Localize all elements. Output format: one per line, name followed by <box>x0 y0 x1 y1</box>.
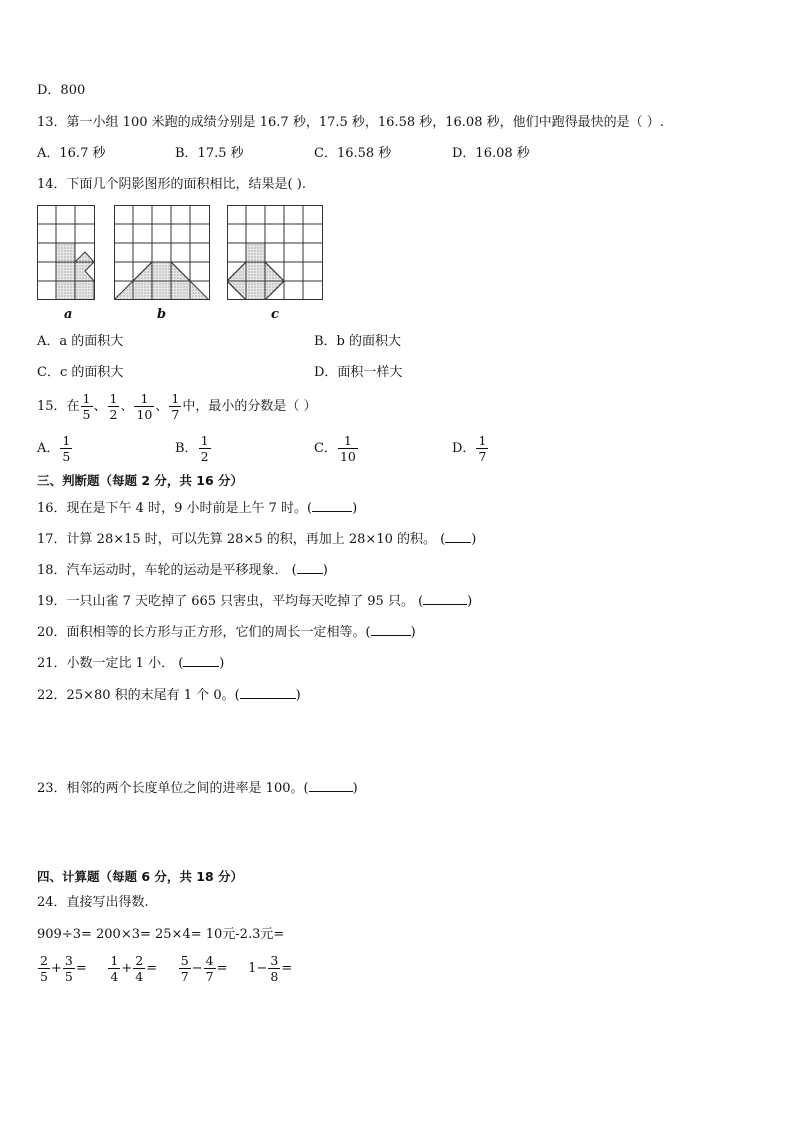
q15-option-b-fraction <box>199 433 211 464</box>
q15-option-d <box>452 432 489 466</box>
close-paren: ) <box>219 656 225 671</box>
statement-text: 18．汽车运动时，车轮的运动是平移现象． ( <box>37 563 297 578</box>
numerator: 3 <box>64 953 73 968</box>
grid-a-svg <box>37 205 97 300</box>
answer-blank[interactable] <box>371 623 411 636</box>
q15-question <box>37 390 317 424</box>
whole-number: 1 <box>248 961 257 976</box>
statement-text: 19．一只山雀 7 天吃掉了 665 只害虫，平均每天吃掉了 95 只。 ( <box>37 594 424 609</box>
q16-statement <box>37 499 357 518</box>
denominator: 7 <box>205 969 214 984</box>
grid-label-a: a <box>64 307 73 322</box>
q15-option-a <box>37 432 73 466</box>
q13-option-d: D．16.08 秒 <box>452 146 530 161</box>
q15-option-d-fraction <box>476 433 488 464</box>
answer-blank[interactable] <box>297 561 323 574</box>
q21-statement <box>37 654 224 673</box>
denominator: 7 <box>478 449 487 464</box>
denominator: 10 <box>136 407 153 422</box>
section-heading-judgment: 三、判断题（每题 2 分，共 16 分） <box>37 473 244 488</box>
grid-label-c: c <box>271 307 279 322</box>
answer-blank[interactable] <box>309 779 353 792</box>
equals-sign: = <box>75 961 87 976</box>
q17-statement <box>37 530 476 549</box>
answer-blank[interactable] <box>445 530 471 543</box>
numerator: 1 <box>110 953 119 968</box>
denominator: 7 <box>180 969 189 984</box>
numerator: 1 <box>62 433 71 448</box>
denominator: 10 <box>339 449 356 464</box>
denominator: 2 <box>200 449 209 464</box>
numerator: 2 <box>40 953 48 968</box>
numerator: 1 <box>109 391 118 406</box>
fraction <box>268 953 280 984</box>
close-paren: ) <box>295 688 301 703</box>
statement-text: 20．面积相等的长方形与正方形，它们的周长一定相等。( <box>37 625 371 640</box>
denominator: 4 <box>135 969 144 984</box>
q15-fraction-2 <box>108 391 120 422</box>
fraction <box>108 953 120 984</box>
operator: − <box>256 961 268 976</box>
q15-option-c-fraction <box>338 433 358 464</box>
numerator: 1 <box>171 391 180 406</box>
numerator: 1 <box>478 433 487 448</box>
grid-figure-b <box>114 205 211 304</box>
q23-statement <box>37 779 358 798</box>
q15-option-b <box>175 432 212 466</box>
section-heading-calculation: 四、计算题（每题 6 分，共 18 分） <box>37 869 244 884</box>
fraction <box>133 953 145 984</box>
expr-3 <box>178 953 228 984</box>
answer-blank[interactable] <box>183 654 219 667</box>
denominator: 5 <box>82 407 91 422</box>
grid-label-b: b <box>157 307 167 322</box>
statement-text: 21．小数一定比 1 小． ( <box>37 656 184 671</box>
numerator: 1 <box>82 391 91 406</box>
close-paren: ) <box>322 563 328 578</box>
answer-blank[interactable] <box>312 499 352 512</box>
q15-fraction-3 <box>134 391 154 422</box>
grid-b-svg <box>114 205 211 300</box>
separator: 、 <box>93 399 107 414</box>
separator: 、 <box>155 399 169 414</box>
separator: 、 <box>120 399 134 414</box>
denominator: 8 <box>270 969 279 984</box>
fraction <box>38 953 50 984</box>
q15-suffix: 中，最小的分数是（ ） <box>182 399 317 414</box>
grid-figure-c <box>227 205 324 304</box>
q13-option-c: C．16.58 秒 <box>314 146 392 161</box>
q14-option-a: A．a 的面积大 <box>37 334 124 349</box>
q12-option-d: D．800 <box>37 83 86 98</box>
close-paren: ) <box>410 625 416 640</box>
denominator: 5 <box>62 449 71 464</box>
denominator: 4 <box>110 969 119 984</box>
fraction <box>179 953 191 984</box>
q24-row-2 <box>37 952 292 986</box>
denominator: 2 <box>109 407 118 422</box>
q24-question: 24．直接写出得数. <box>37 895 149 910</box>
fraction <box>204 953 216 984</box>
denominator: 5 <box>64 969 73 984</box>
q14-option-b: B．b 的面积大 <box>314 334 402 349</box>
q20-statement <box>37 623 416 642</box>
statement-text: 17．计算 28×15 时，可以先算 28×5 的积，再加上 28×10 的积。 ( <box>37 532 446 547</box>
equals-sign: = <box>281 961 293 976</box>
q15-fraction-1 <box>81 391 93 422</box>
expr-4 <box>248 953 293 984</box>
q15-option-c <box>314 432 359 466</box>
close-paren: ) <box>467 594 473 609</box>
q19-statement <box>37 592 472 611</box>
numerator: 1 <box>200 433 209 448</box>
close-paren: ) <box>471 532 477 547</box>
operator: + <box>121 961 133 976</box>
q24-row-1: 909÷3= 200×3= 25×4= 10元-2.3元= <box>37 927 285 942</box>
numerator: 1 <box>343 433 352 448</box>
q15-option-a-fraction <box>60 433 72 464</box>
expr-2 <box>107 953 158 984</box>
grid-figure-a <box>37 205 97 304</box>
answer-blank[interactable] <box>423 592 467 605</box>
numerator: 4 <box>205 953 214 968</box>
option-letter: B． <box>175 441 198 456</box>
statement-text: 23．相邻的两个长度单位之间的进率是 100。( <box>37 781 309 796</box>
expr-1 <box>37 953 87 984</box>
shaded-region-c <box>227 243 284 300</box>
numerator: 3 <box>270 953 279 968</box>
q18-statement <box>37 561 328 580</box>
denominator: 7 <box>171 407 180 422</box>
numerator: 2 <box>135 953 144 968</box>
q14-option-c: C．c 的面积大 <box>37 365 124 380</box>
answer-blank[interactable] <box>240 686 296 699</box>
q13-question: 13．第一小组 100 米跑的成绩分别是 16.7 秒，17.5 秒，16.58 秒，16.08 秒，他们中跑得最快的是（ ）. <box>37 115 664 130</box>
q14-option-d: D．面积一样大 <box>314 365 403 380</box>
operator: − <box>191 961 203 976</box>
option-letter: D． <box>452 441 476 456</box>
q14-question: 14．下面几个阴影图形的面积相比，结果是( ). <box>37 177 306 192</box>
operator: + <box>50 961 62 976</box>
close-paren: ) <box>352 501 358 516</box>
q13-option-a: A．16.7 秒 <box>37 146 106 161</box>
denominator: 5 <box>40 969 48 984</box>
close-paren: ) <box>352 781 358 796</box>
statement-text: 16．现在是下午 4 时，9 小时前是上午 7 时。( <box>37 501 313 516</box>
q15-prefix: 15．在 <box>37 399 80 414</box>
option-letter: A． <box>37 441 60 456</box>
grid-c-svg <box>227 205 324 300</box>
equals-sign: = <box>216 961 228 976</box>
option-letter: C． <box>314 441 337 456</box>
q13-option-b: B．17.5 秒 <box>175 146 244 161</box>
equals-sign: = <box>146 961 158 976</box>
q15-fraction-4 <box>169 391 181 422</box>
q22-statement <box>37 686 301 705</box>
fraction <box>63 953 75 984</box>
statement-text: 22．25×80 积的末尾有 1 个 0。( <box>37 688 240 703</box>
numerator: 5 <box>180 953 189 968</box>
numerator: 1 <box>140 391 149 406</box>
